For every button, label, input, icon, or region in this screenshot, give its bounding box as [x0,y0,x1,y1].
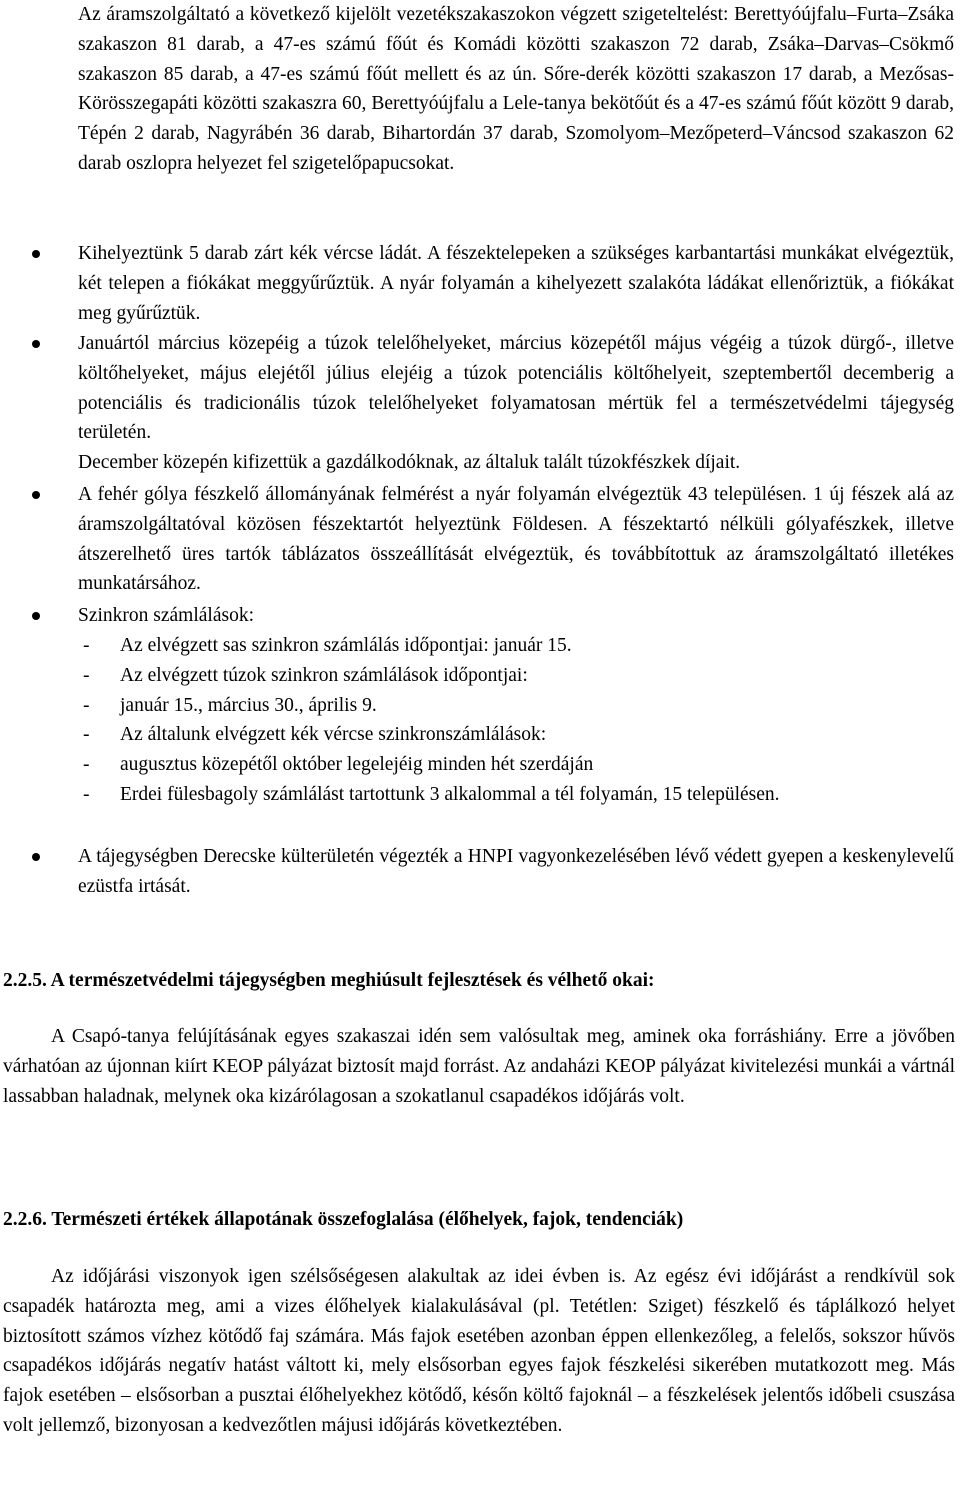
dash-marker: - [83,694,90,716]
dash-list-item [78,720,954,750]
bullet-item [78,842,954,902]
section-paragraph-2-2-6 [3,1262,955,1441]
dash-item-text: január 15., március 30., április 9. [120,694,377,716]
dash-marker: - [83,783,90,805]
bullet-text: A fehér gólya fészkelő állományának felmérést a nyár folyamán elvégeztük 43 településen. 1 új fészek alá az áramszolgáltatóval közösen fészektartót helyeztünk Földesen. A fészektartó nélküli gólyafészkek, illetve átszerelhető üres tartók táblázatos összeállítását elvégeztük, és továbbítottuk az áramszolgáltató illetékes munkatársához. [78,484,954,595]
bullet-text: Kihelyeztünk 5 darab zárt kék vércse ládát. A fészektelepeken a szükséges karbantartási munkákat elvégeztük, két telepen a fiókákat meggyűrűztük. A nyár folyamán a kihelyezett szalakóta ládákat ellenőriztük, a fiókákat meg gyűrűztük. [78,243,954,324]
bullet-extra-text: December közepén kifizettük a gazdálkodóknak, az általuk talált túzokfészkek díjait. [78,452,741,474]
dash-item-text: augusztus közepétől október legelejéig minden hét szerdáján [120,754,594,776]
paragraph-text: A Csapó-tanya felújításának egyes szakaszai idén sem valósultak meg, aminek oka forráshiány. Erre a jövőben várhatóan az újonnan kiírt KEOP pályázat biztosít majd forrást. Az andaházi KEOP pályázat kivitelezési munkái a vártnál lassabban haladnak, melynek oka kizárólagosan a szokatlanul csapadékos időjárás volt. [3,1026,955,1107]
dash-marker: - [83,724,90,746]
bullet-item [78,329,954,478]
dash-marker: - [83,635,90,656]
bullet-dot-icon [32,340,40,348]
section-paragraph-2-2-5 [3,1022,955,1111]
dash-list-item [78,691,954,721]
dash-marker: - [83,754,90,776]
bullet-text: A tájegységben Derecske külterületén végezték a HNPI vagyonkezelésében lévő védett gyepen a keskenylevelű ezüstfa irtását. [78,846,954,897]
bullet-item [78,239,954,328]
dash-item-text: Az elvégzett sas szinkron számlálás időpontjai: január 15. [120,635,572,656]
intro-paragraph: Az áramszolgáltató a következő kijelölt vezetékszakaszokon végzett szigeteltelést: Berettyóújfalu–Furta–Zsáka szakaszon 81 darab, a 47-es számú főút és Komádi közötti szakaszon 72 darab, Zsáka–Darvas–Csökmő szakaszon 85 darab, a 47-es számú főút mellett és az ún. Sőre-derék közötti szakaszon 17 darab, a Mezősas-Körösszegapáti közötti szakaszra 60, Berettyóújfalu a Lele-tanya bekötőút és a 47-es számú főút között 9 darab, Tépén 2 darab, Nagyrábén 36 darab, Bihartordán 37 darab, Szomolyom–Mezőpeterd–Váncsod szakaszon 62 darab oszlopra helyezet fel szigetelőpapucsokat. [78,4,954,174]
dash-list-item [78,631,954,661]
dash-list-item [78,661,954,691]
bullet-dot-icon [32,612,40,620]
dash-item-text: Erdei fülesbagoly számlálást tartottunk 3 alkalommal a tél folyamán, 15 településen. [120,783,780,805]
bullet-item [78,601,954,631]
bullet-dot-icon [32,853,40,861]
dash-list [78,631,954,810]
bullet-item [78,480,954,599]
bullet-dot-icon [32,250,40,258]
bullet-text: Szinkron számlálások: [78,605,255,626]
dash-item-text: Az általunk elvégzett kék vércse szinkronszámlálások: [120,724,547,746]
dash-list-item [78,780,954,810]
bullet-text: Januártól március közepéig a túzok telelőhelyeket, március közepétől május végéig a túzok dürgő-, illetve költőhelyeket, május elejétől július elejéig a túzok potenciális költőhelyeit, szeptembertől decemberig a potenciális és tradicionális túzok telelőhelyeket folyamatosan mértük fel a természetvédelmi tájegység területén. [78,333,954,444]
section-heading-2-2-5: 2.2.5. A természetvédelmi tájegységben meghiúsult fejlesztések és vélhető okai: [3,970,655,991]
section-heading-2-2-6: 2.2.6. Természeti értékek állapotának összefoglalása (élőhelyek, fajok, tendenciák) [3,1209,684,1230]
dash-item-text: Az elvégzett túzok szinkron számlálások időpontjai: [120,664,528,686]
bullet-dot-icon [32,491,40,499]
dash-marker: - [83,664,90,686]
dash-list-item [78,750,954,780]
paragraph-text: Az időjárási viszonyok igen szélsőségesen alakultak az idei évben is. Az egész évi időjárást a rendkívül sok csapadék határozta meg, ami a vizes élőhelyek kialakulásával (pl. Tetétlen: Sziget) fészkelő és táplálkozó helyet biztosított számos vízhez kötődő faj számára. Más fajok esetében azonban éppen ellenkezőleg, a felelős, sokszor hűvös csapadékos időjárás negatív hatást váltott ki, mely elsősorban egyes fajok fészkelési sikerében mutatkozott meg. Más fajok esetében – elsősorban a pusztai élőhelyekhez kötődő, későn költő fajoknál – a fészkelések jelentős időbeli csuszása volt jellemző, bizonyosan a kedvezőtlen májusi időjárás következtében. [3,1266,955,1436]
